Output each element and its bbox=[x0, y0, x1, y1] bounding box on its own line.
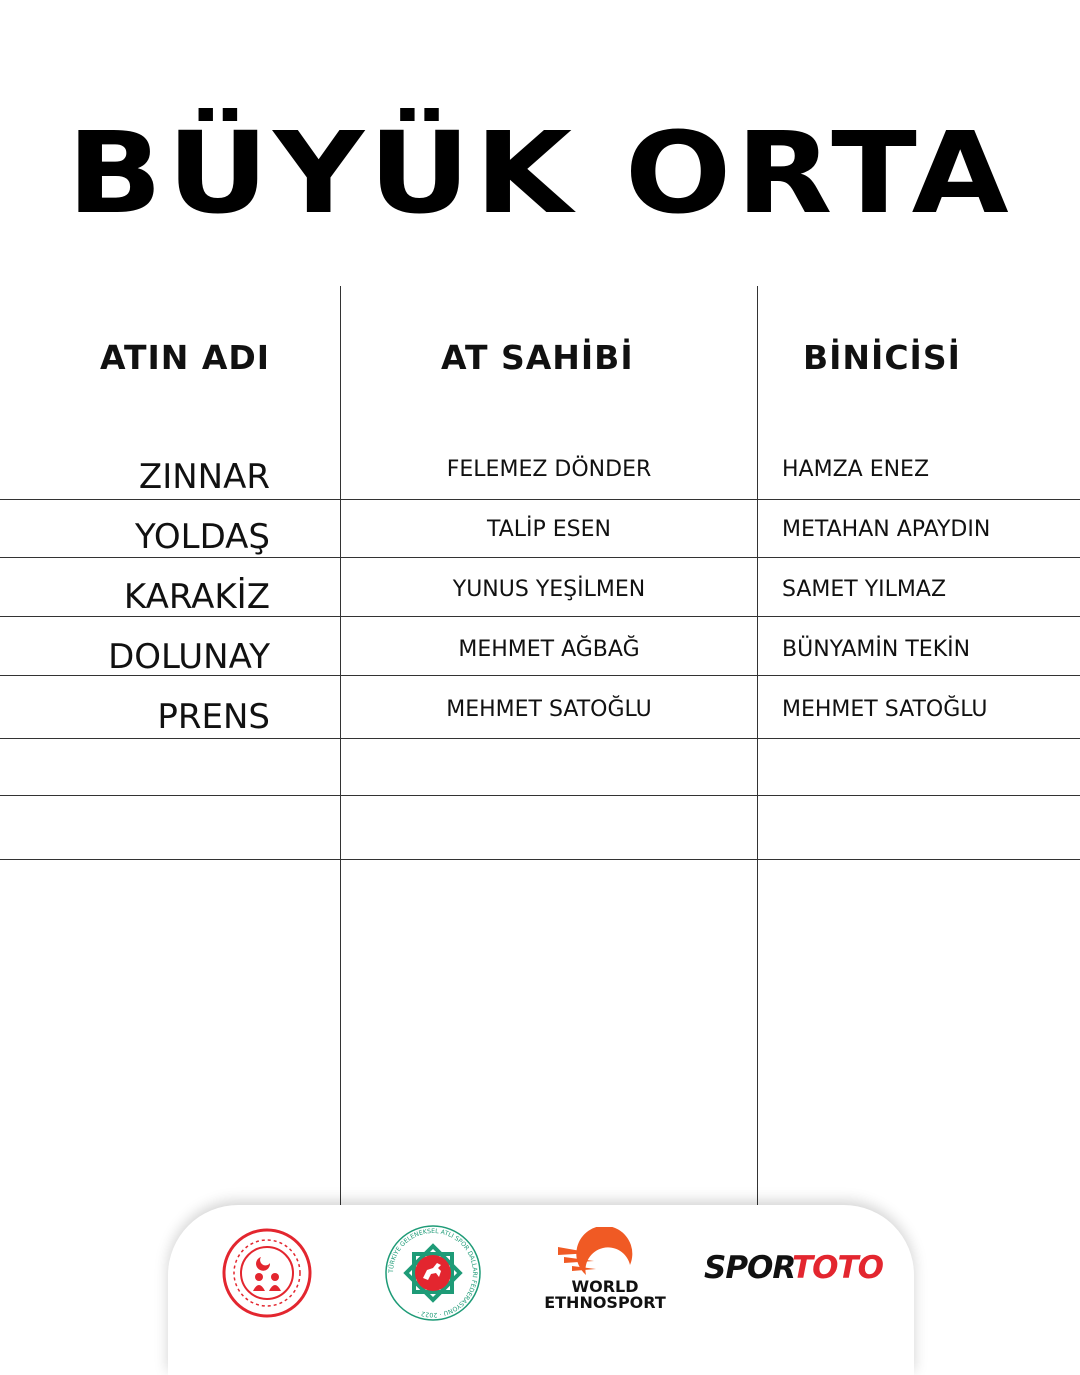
rider-name: HAMZA ENEZ bbox=[782, 457, 930, 482]
federation-logo bbox=[383, 1223, 483, 1323]
header-rider: BİNİCİSİ bbox=[803, 338, 961, 377]
horse-name: DOLUNAY bbox=[108, 637, 270, 677]
horse-name: YOLDAŞ bbox=[134, 517, 270, 557]
header-horse-name: ATIN ADI bbox=[100, 338, 271, 377]
rider-name: SAMET YILMAZ bbox=[782, 577, 947, 602]
owner-name: TALİP ESEN bbox=[486, 517, 611, 542]
row-divider bbox=[0, 499, 1080, 500]
ministry-youth-sports-logo bbox=[221, 1227, 313, 1319]
world-ethnosport-logo bbox=[538, 1227, 672, 1317]
owner-name: MEHMET SATOĞLU bbox=[446, 697, 652, 722]
header-owner: AT SAHİBİ bbox=[441, 338, 634, 377]
federation-name: TÜRKİYE GELENEKSEL ATLI SPOR DALLARI FEDERASYONU · 2022 · bbox=[387, 1227, 479, 1319]
rider-name: METAHAN APAYDIN bbox=[782, 517, 991, 542]
row-divider bbox=[0, 738, 1080, 739]
horse-name: PRENS bbox=[157, 697, 270, 737]
rider-name: MEHMET SATOĞLU bbox=[782, 697, 988, 722]
column-divider bbox=[757, 286, 758, 1206]
rider-name: BÜNYAMİN TEKİN bbox=[782, 637, 971, 662]
ministry-seal-icon bbox=[221, 1227, 313, 1319]
sportoto-spor: SPOR bbox=[704, 1250, 796, 1286]
row-divider bbox=[0, 795, 1080, 796]
ethnosport-line1: WORLD bbox=[571, 1277, 639, 1296]
federation-seal-icon bbox=[383, 1223, 483, 1323]
row-divider bbox=[0, 557, 1080, 558]
owner-name: MEHMET AĞBAĞ bbox=[458, 637, 640, 662]
owner-name: YUNUS YEŞİLMEN bbox=[452, 577, 646, 602]
owner-name: FELEMEZ DÖNDER bbox=[446, 457, 652, 482]
page-title: BÜYÜK ORTA bbox=[66, 109, 1014, 239]
sportoto-logo bbox=[704, 1250, 883, 1290]
sportoto-toto: TOTO bbox=[792, 1250, 883, 1286]
column-divider bbox=[340, 286, 341, 1206]
ethnosport-line2: ETHNOSPORT bbox=[544, 1293, 666, 1312]
horse-name: KARAKİZ bbox=[123, 577, 270, 617]
horse-name: ZINNAR bbox=[138, 457, 270, 497]
ethnosport-swoosh-icon bbox=[538, 1227, 672, 1279]
row-divider bbox=[0, 859, 1080, 860]
